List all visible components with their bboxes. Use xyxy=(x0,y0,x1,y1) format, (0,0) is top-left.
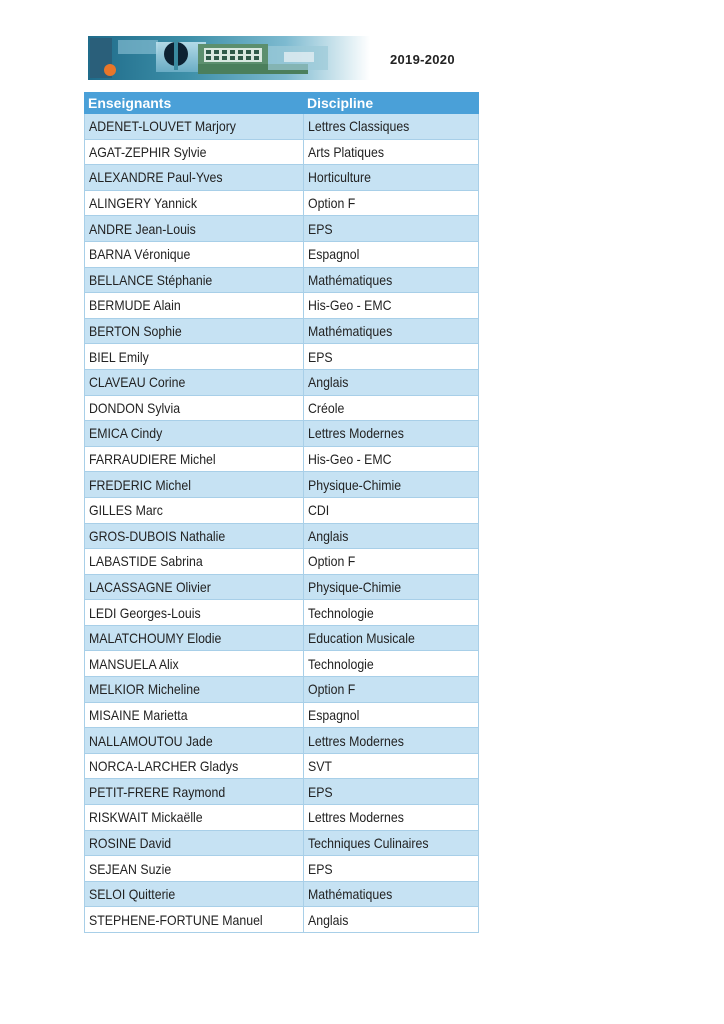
teacher-name: SELOI Quitterie xyxy=(89,886,176,903)
discipline-cell xyxy=(304,856,479,882)
teacher-name-cell xyxy=(85,728,304,754)
teacher-name-cell xyxy=(85,702,304,728)
discipline-cell xyxy=(304,702,479,728)
table-row xyxy=(85,728,479,754)
discipline-cell xyxy=(304,830,479,856)
discipline-cell xyxy=(304,625,479,651)
discipline-name: Lettres Modernes xyxy=(308,425,404,442)
table-row xyxy=(85,523,479,549)
teacher-name-cell xyxy=(85,190,304,216)
discipline-name: Option F xyxy=(308,195,356,212)
discipline-cell xyxy=(304,139,479,165)
discipline-cell xyxy=(304,267,479,293)
teacher-name-cell xyxy=(85,549,304,575)
teacher-name-cell xyxy=(85,625,304,651)
discipline-name: Physique-Chimie xyxy=(308,476,402,493)
table-row xyxy=(85,421,479,447)
table-body xyxy=(85,114,479,933)
school-year: 2019-2020 xyxy=(390,52,455,67)
table-row xyxy=(85,216,479,242)
discipline-cell xyxy=(304,753,479,779)
teacher-name-cell xyxy=(85,267,304,293)
discipline-cell xyxy=(304,881,479,907)
teacher-name: MELKIOR Micheline xyxy=(89,681,200,698)
discipline-cell xyxy=(304,549,479,575)
discipline-cell xyxy=(304,165,479,191)
teacher-name-cell xyxy=(85,395,304,421)
table-row xyxy=(85,369,479,395)
teacher-name-cell xyxy=(85,753,304,779)
teacher-name-cell xyxy=(85,318,304,344)
teacher-name: LEDI Georges-Louis xyxy=(89,604,201,621)
discipline-name: Physique-Chimie xyxy=(308,578,402,595)
table-row xyxy=(85,318,479,344)
teacher-name: DONDON Sylvia xyxy=(89,399,181,416)
teacher-name-cell xyxy=(85,805,304,831)
table-row xyxy=(85,472,479,498)
teacher-name: RISKWAIT Mickaëlle xyxy=(89,809,203,826)
teacher-name: ADENET-LOUVET Marjory xyxy=(89,118,236,135)
teacher-name: FARRAUDIERE Michel xyxy=(89,451,216,468)
table-row xyxy=(85,165,479,191)
discipline-cell xyxy=(304,216,479,242)
teacher-name-cell xyxy=(85,369,304,395)
discipline-name: CDI xyxy=(308,502,330,519)
teacher-name-cell xyxy=(85,881,304,907)
teacher-name-cell xyxy=(85,293,304,319)
teacher-name: NORCA-LARCHER Gladys xyxy=(89,758,239,775)
teacher-name: LABASTIDE Sabrina xyxy=(89,553,203,570)
teacher-name: CLAVEAU Corine xyxy=(89,374,186,391)
table-row xyxy=(85,241,479,267)
teacher-name: ALINGERY Yannick xyxy=(89,195,197,212)
discipline-cell xyxy=(304,574,479,600)
table-row xyxy=(85,395,479,421)
discipline-cell xyxy=(304,293,479,319)
discipline-name: EPS xyxy=(308,348,333,365)
discipline-name: Horticulture xyxy=(308,169,372,186)
teacher-name-cell xyxy=(85,165,304,191)
table-row xyxy=(85,881,479,907)
school-logo-banner xyxy=(88,36,370,80)
column-header-teachers: Enseignants xyxy=(85,93,304,114)
discipline-name: Arts Platiques xyxy=(308,143,385,160)
teacher-name: AGAT-ZEPHIR Sylvie xyxy=(89,143,207,160)
discipline-cell xyxy=(304,472,479,498)
discipline-cell xyxy=(304,114,479,140)
teachers-table xyxy=(84,92,479,933)
table-row xyxy=(85,856,479,882)
teacher-name-cell xyxy=(85,421,304,447)
teacher-name-cell xyxy=(85,574,304,600)
table-row xyxy=(85,344,479,370)
teacher-name: NALLAMOUTOU Jade xyxy=(89,732,213,749)
teacher-name: ROSINE David xyxy=(89,834,172,851)
table-row xyxy=(85,139,479,165)
discipline-name: Option F xyxy=(308,553,356,570)
discipline-name: Espagnol xyxy=(308,246,360,263)
teacher-name: BIEL Emily xyxy=(89,348,149,365)
discipline-name: Technologie xyxy=(308,655,374,672)
teacher-name-cell xyxy=(85,139,304,165)
discipline-cell xyxy=(304,318,479,344)
teacher-name-cell xyxy=(85,216,304,242)
discipline-name: EPS xyxy=(308,220,333,237)
discipline-cell xyxy=(304,907,479,933)
discipline-cell xyxy=(304,497,479,523)
teacher-name-cell xyxy=(85,241,304,267)
discipline-name: Anglais xyxy=(308,527,349,544)
teacher-name: BERTON Sophie xyxy=(89,323,182,340)
discipline-cell xyxy=(304,805,479,831)
teacher-name-cell xyxy=(85,677,304,703)
teacher-name-cell xyxy=(85,523,304,549)
table-row xyxy=(85,574,479,600)
table-row xyxy=(85,907,479,933)
teacher-name-cell xyxy=(85,856,304,882)
discipline-name: His-Geo - EMC xyxy=(308,297,392,314)
school-logo-image xyxy=(88,36,370,80)
discipline-cell xyxy=(304,190,479,216)
discipline-name: Lettres Modernes xyxy=(308,732,404,749)
table-row xyxy=(85,677,479,703)
table-row xyxy=(85,190,479,216)
discipline-name: Techniques Culinaires xyxy=(308,834,429,851)
discipline-name: His-Geo - EMC xyxy=(308,451,392,468)
column-header-discipline: Discipline xyxy=(304,93,479,114)
discipline-name: EPS xyxy=(308,783,333,800)
discipline-name: Option F xyxy=(308,681,356,698)
table-row xyxy=(85,114,479,140)
discipline-cell xyxy=(304,600,479,626)
discipline-name: Education Musicale xyxy=(308,630,415,647)
discipline-name: Espagnol xyxy=(308,706,360,723)
teacher-name: LACASSAGNE Olivier xyxy=(89,578,211,595)
table-row xyxy=(85,830,479,856)
discipline-cell xyxy=(304,677,479,703)
table-row xyxy=(85,549,479,575)
teacher-name-cell xyxy=(85,446,304,472)
teacher-name-cell xyxy=(85,907,304,933)
discipline-cell xyxy=(304,446,479,472)
discipline-cell xyxy=(304,344,479,370)
discipline-name: Anglais xyxy=(308,374,349,391)
teacher-name: ALEXANDRE Paul-Yves xyxy=(89,169,223,186)
discipline-name: Anglais xyxy=(308,911,349,928)
discipline-cell xyxy=(304,421,479,447)
table-row xyxy=(85,293,479,319)
discipline-name: Lettres Classiques xyxy=(308,118,410,135)
discipline-name: Mathématiques xyxy=(308,886,393,903)
teacher-name-cell xyxy=(85,600,304,626)
table-row xyxy=(85,779,479,805)
teacher-name-cell xyxy=(85,114,304,140)
table-row xyxy=(85,446,479,472)
teacher-name: MISAINE Marietta xyxy=(89,706,188,723)
table-row xyxy=(85,497,479,523)
discipline-name: Lettres Modernes xyxy=(308,809,404,826)
teacher-name-cell xyxy=(85,344,304,370)
teacher-name: BELLANCE Stéphanie xyxy=(89,271,213,288)
discipline-cell xyxy=(304,395,479,421)
teacher-name: EMICA Cindy xyxy=(89,425,163,442)
teacher-name: SEJEAN Suzie xyxy=(89,860,172,877)
table-row xyxy=(85,753,479,779)
teacher-name-cell xyxy=(85,651,304,677)
teacher-name-cell xyxy=(85,779,304,805)
discipline-name: Créole xyxy=(308,399,345,416)
teacher-name: ANDRE Jean-Louis xyxy=(89,220,196,237)
table-row xyxy=(85,702,479,728)
teacher-name: MANSUELA Alix xyxy=(89,655,179,672)
discipline-name: EPS xyxy=(308,860,333,877)
teacher-name: GROS-DUBOIS Nathalie xyxy=(89,527,226,544)
discipline-cell xyxy=(304,523,479,549)
discipline-name: Technologie xyxy=(308,604,374,621)
teacher-name: GILLES Marc xyxy=(89,502,163,519)
table-header-row xyxy=(85,93,479,114)
teacher-name: FREDERIC Michel xyxy=(89,476,191,493)
teacher-name: STEPHENE-FORTUNE Manuel xyxy=(89,911,263,928)
discipline-name: Mathématiques xyxy=(308,323,393,340)
discipline-name: SVT xyxy=(308,758,332,775)
discipline-cell xyxy=(304,241,479,267)
discipline-cell xyxy=(304,369,479,395)
table-row xyxy=(85,651,479,677)
discipline-name: Mathématiques xyxy=(308,271,393,288)
teacher-name-cell xyxy=(85,472,304,498)
table-row xyxy=(85,600,479,626)
teacher-name: BARNA Véronique xyxy=(89,246,191,263)
discipline-cell xyxy=(304,651,479,677)
discipline-cell xyxy=(304,728,479,754)
table-row xyxy=(85,805,479,831)
table-row xyxy=(85,267,479,293)
teacher-name-cell xyxy=(85,830,304,856)
teacher-name: PETIT-FRERE Raymond xyxy=(89,783,226,800)
teacher-name-cell xyxy=(85,497,304,523)
teacher-name: MALATCHOUMY Elodie xyxy=(89,630,222,647)
teacher-name: BERMUDE Alain xyxy=(89,297,181,314)
table-row xyxy=(85,625,479,651)
discipline-cell xyxy=(304,779,479,805)
